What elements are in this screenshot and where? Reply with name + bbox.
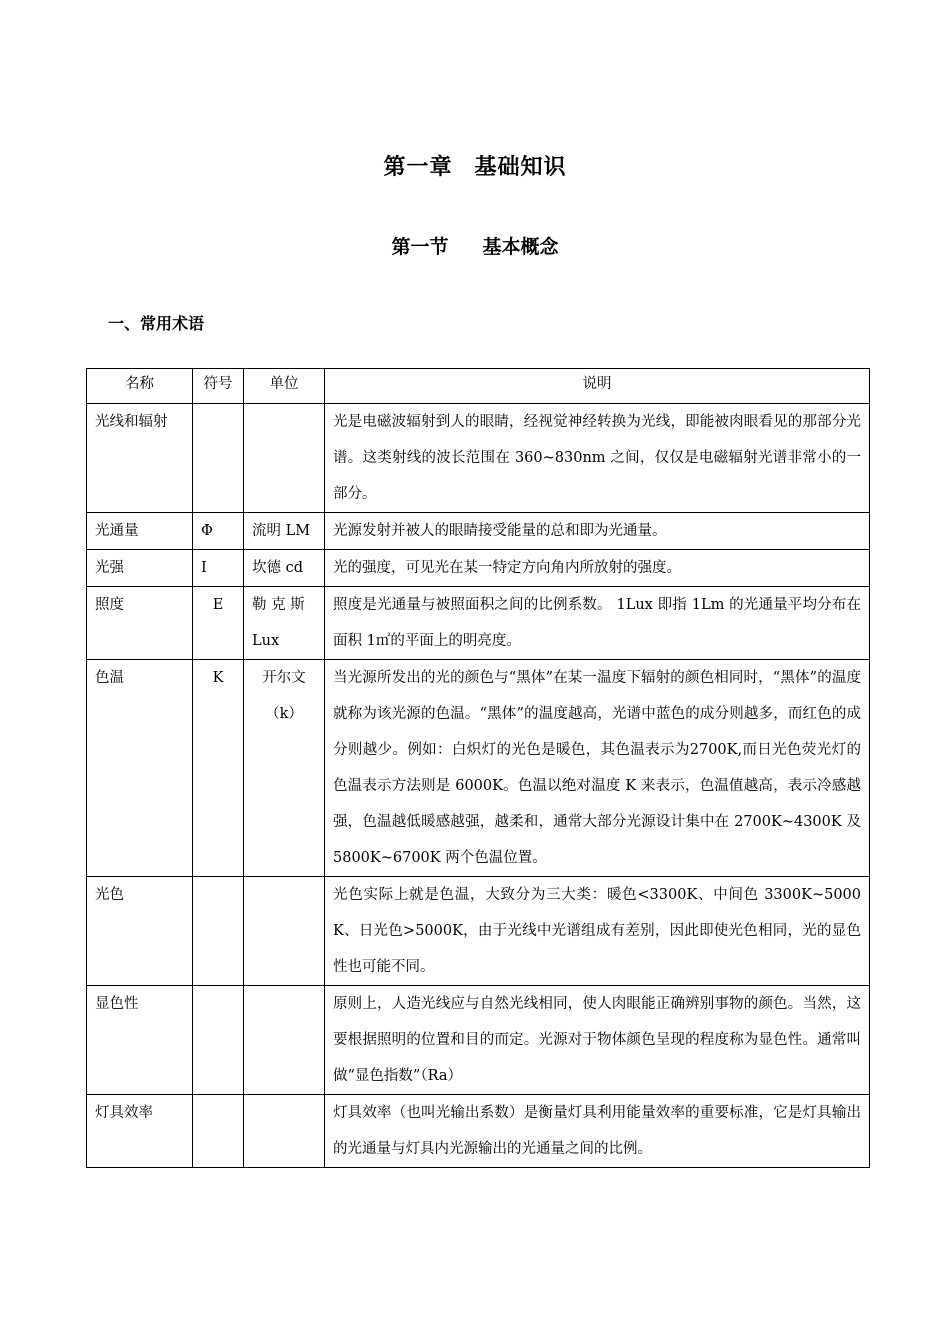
term-name: 色温: [87, 660, 193, 877]
term-symbol: [193, 404, 244, 513]
term-unit: [244, 404, 325, 513]
table-row: [87, 513, 870, 550]
term-description: 原则上，人造光线应与自然光线相同，使人肉眼能正确辨别事物的颜色。当然，这要根据照明的位置和目的而定。光源对于物体颜色呈现的程度称为显色性。通常叫做“显色指数”（Ra）: [325, 986, 870, 1095]
term-name: 光线和辐射: [87, 404, 193, 513]
term-name: 光色: [87, 877, 193, 986]
section-name: 基本概念: [482, 236, 559, 258]
term-name: 照度: [87, 587, 193, 660]
term-unit: 坎德 cd: [244, 550, 325, 587]
term-name: 灯具效率: [87, 1095, 193, 1168]
term-description: 光的强度，可见光在某一特定方向角内所放射的强度。: [325, 550, 870, 587]
term-name: 显色性: [87, 986, 193, 1095]
chapter-number: 第一章: [383, 155, 453, 180]
term-unit: [244, 986, 325, 1095]
term-description: 当光源所发出的光的颜色与“黑体”在某一温度下辐射的颜色相同时，“黑体”的温度就称为该光源的色温。“黑体”的温度越高，光谱中蓝色的成分则越多，而红色的成分则越少。例如：白炽灯的光色是暖色，其色温表示为2700K,而日光色荧光灯的色温表示方法则是 6000K。色温以绝对温度 K 来表示，色温值越高，表示冷感越强，色温越低暖感越强，越柔和，通常大部分光源设计集中在 2700K~4300K 及 5800K~6700K 两个色温位置。: [325, 660, 870, 877]
header-symbol: 符号: [193, 369, 244, 404]
table-row: [87, 587, 870, 660]
term-unit: 勒 克 斯 Lux: [244, 587, 325, 660]
term-name: 光强: [87, 550, 193, 587]
term-unit: 流明 LM: [244, 513, 325, 550]
term-symbol: [193, 986, 244, 1095]
header-description: 说明: [325, 369, 870, 404]
term-description: 光是电磁波辐射到人的眼睛，经视觉神经转换为光线，即能被肉眼看见的那部分光谱。这类射线的波长范围在 360~830nm 之间，仅仅是电磁辐射光谱非常小的一部分。: [325, 404, 870, 513]
chapter-name: 基础知识: [474, 155, 567, 180]
term-symbol: K: [193, 660, 244, 877]
terms-table: [86, 368, 870, 1168]
term-unit: 开尔文（k）: [244, 660, 325, 877]
term-symbol: [193, 877, 244, 986]
header-unit: 单位: [244, 369, 325, 404]
term-symbol: I: [193, 550, 244, 587]
table-row: [87, 1095, 870, 1168]
table-row: [87, 986, 870, 1095]
term-description: 光色实际上就是色温，大致分为三大类：暖色<3300K、中间色 3300K~5000K、日光色>5000K，由于光线中光谱组成有差别，因此即使光色相同，光的显色性也可能不同。: [325, 877, 870, 986]
table-row: [87, 550, 870, 587]
section-number: 第一节: [391, 236, 449, 258]
term-symbol: E: [193, 587, 244, 660]
term-description: 照度是光通量与被照面积之间的比例系数。 1Lux 即指 1Lm 的光通量平均分布在面积 1㎡的平面上的明亮度。: [325, 587, 870, 660]
table-row: [87, 877, 870, 986]
table-row: [87, 404, 870, 513]
term-name: 光通量: [87, 513, 193, 550]
term-unit: [244, 877, 325, 986]
term-unit: [244, 1095, 325, 1168]
table-header-row: [87, 369, 870, 404]
term-symbol: [193, 1095, 244, 1168]
subsection-title: 一、常用术语: [108, 314, 205, 333]
chapter-title: [0, 150, 950, 181]
term-symbol: Φ: [193, 513, 244, 550]
header-name: 名称: [87, 369, 193, 404]
term-description: 光源发射并被人的眼睛接受能量的总和即为光通量。: [325, 513, 870, 550]
table-row: [87, 660, 870, 877]
term-description: 灯具效率（也叫光输出系数）是衡量灯具利用能量效率的重要标准，它是灯具输出的光通量与灯具内光源输出的光通量之间的比例。: [325, 1095, 870, 1168]
section-title: [0, 232, 950, 259]
